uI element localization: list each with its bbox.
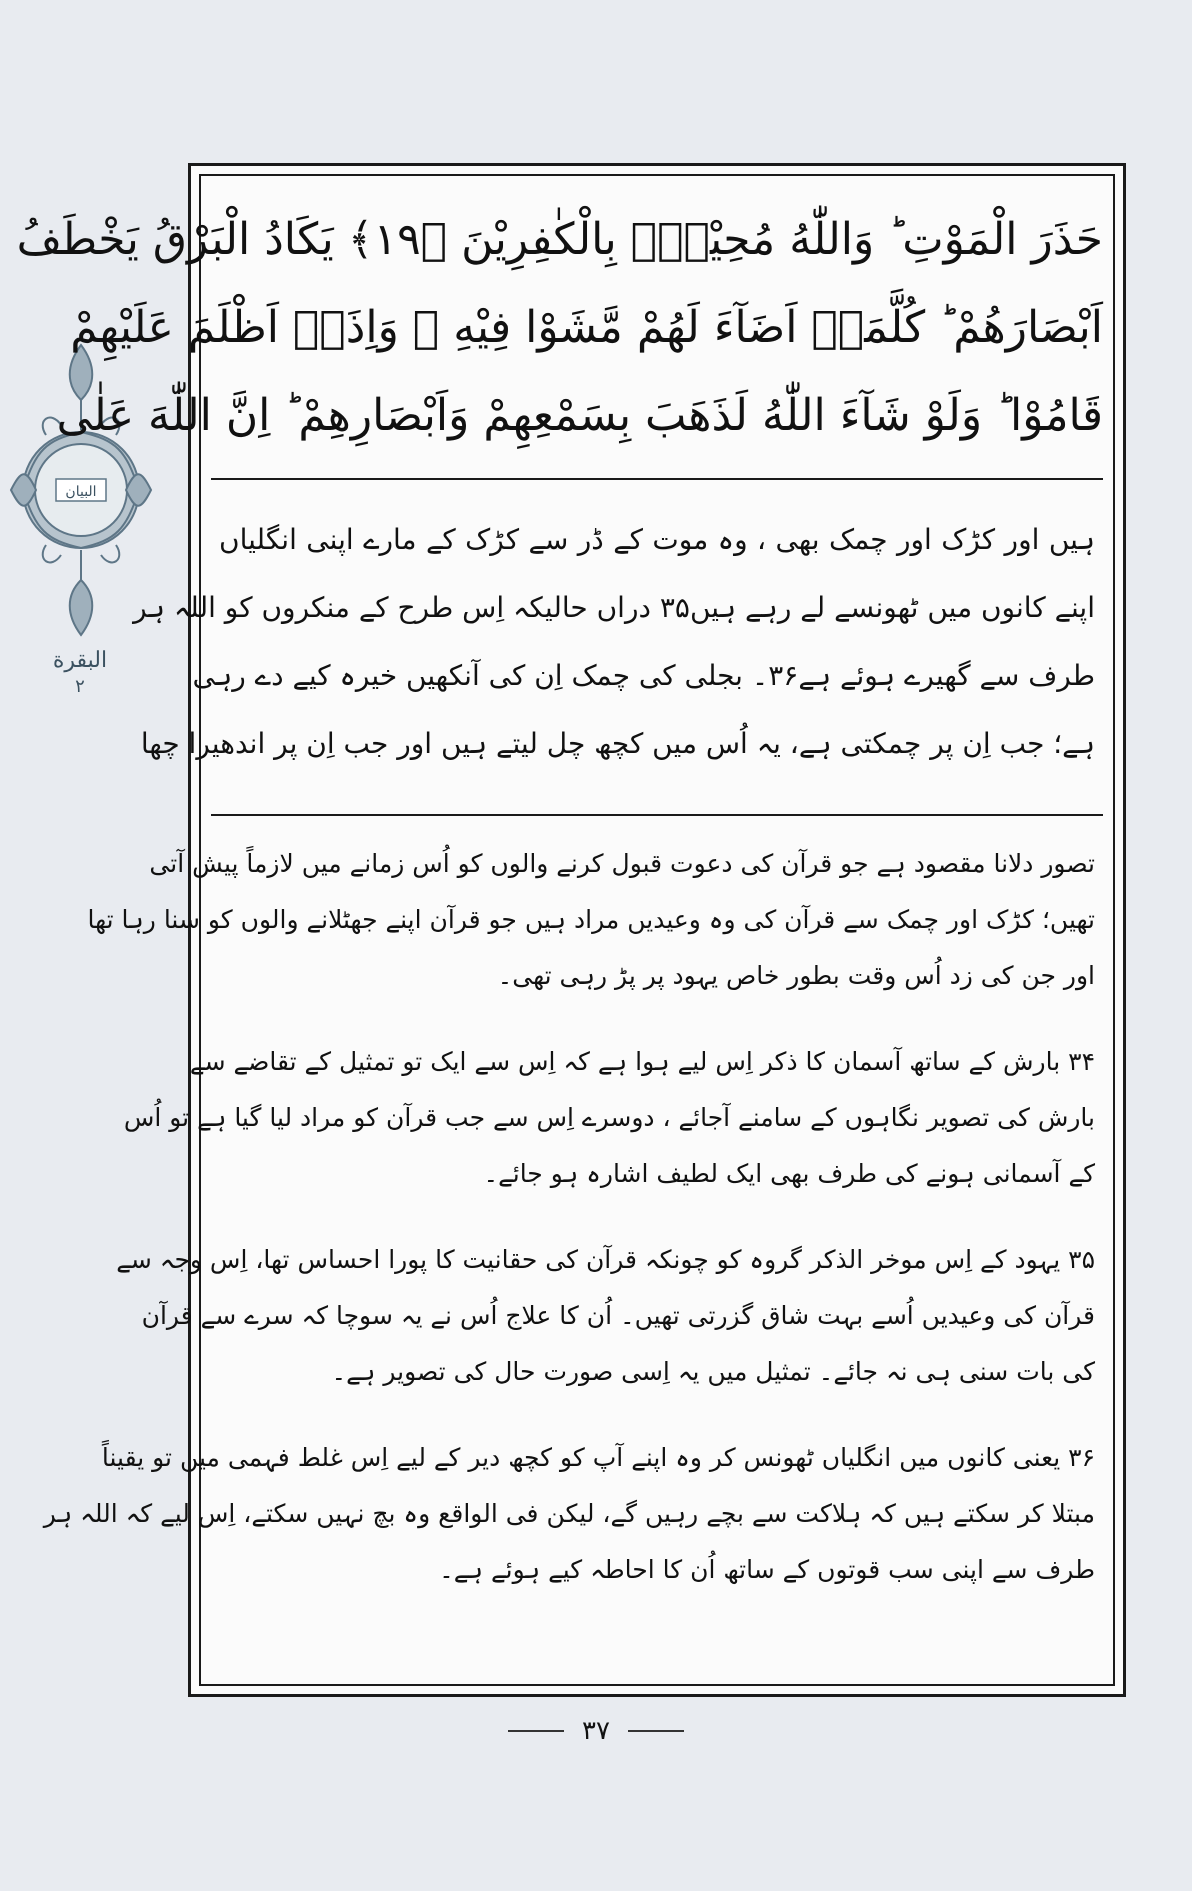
note-line: تصور دلانا مقصود ہے جو قرآن کی دعوت قبول کرنے والوں کو اُس زمانے میں لازماً پیش آتی: [149, 849, 1095, 878]
note-line: مبتلا کر سکتے ہیں کہ ہلاکت سے بچے رہیں گے، لیکن فی الواقع وہ بچ نہیں سکتے، اِس لیے کہ اللہ ہر: [43, 1499, 1095, 1528]
note-paragraph: [43, 1430, 1095, 1598]
surah-number: ۲: [75, 676, 85, 697]
footer-dash: [508, 1730, 564, 1732]
section-divider: [211, 478, 1103, 480]
verse-line: قَامُوْا ؕ وَلَوْ شَآءَ اللّٰهُ لَذَهَبَ بِسَمْعِهِمْ وَاَبْصَارِهِمْ ؕ اِنَّ اللّٰهَ عَلٰى: [56, 390, 1103, 441]
note-line: کی بات سنی ہی نہ جائے۔ تمثیل میں یہ اِسی صورت حال کی تصویر ہے۔: [331, 1357, 1095, 1386]
note-line: کے آسمانی ہونے کی طرف بھی ایک لطیف اشارہ ہو جائے۔: [483, 1159, 1095, 1188]
note-line: ۳۵ یہود کے اِس موخر الذکر گروہ کو چونکہ قرآن کی حقانیت کا پورا احساس تھا، اِس وجہ سے: [116, 1245, 1095, 1274]
note-line: ۳۶ یعنی کانوں میں انگلیاں ٹھونس کر وہ اپنے آپ کو کچھ دیر کے لیے اِس غلط فہمی میں تو یقیناً: [101, 1443, 1095, 1472]
surah-name: البقرة: [52, 648, 108, 673]
note-line: بارش کی تصویر نگاہوں کے سامنے آجائے ، دوسرے اِس سے جب قرآن کو مراد لیا گیا ہے تو اُس: [123, 1103, 1095, 1132]
note-paragraph: [123, 1034, 1095, 1202]
emblem-text: البیان: [65, 484, 97, 500]
footer-dash: [628, 1730, 684, 1732]
translation-block: [133, 506, 1095, 778]
surah-label: [30, 648, 130, 700]
page-footer: [0, 1716, 1192, 1746]
note-paragraph: [116, 1232, 1095, 1400]
translation-line: ہے؛ جب اِن پر چمکتی ہے، یہ اُس میں کچھ چل لیتے ہیں اور جب اِن پر اندھیرا چھا: [140, 727, 1095, 760]
commentary-notes: [43, 836, 1095, 1628]
page-number: ۳۷: [582, 1716, 610, 1746]
note-line: تھیں؛ کڑک اور چمک سے قرآن کی وہ وعیدیں مراد ہیں جو قرآن اپنے جھٹلانے والوں کو سنا رہا تھا: [87, 905, 1095, 934]
section-divider: [211, 814, 1103, 816]
quran-verses: [16, 196, 1103, 486]
verse-line: حَذَرَ الْمَوْتِ ؕ وَاللّٰهُ مُحِيْطٌۢ بِالْكٰفِرِيْنَ ﴿۱۹﴾ يَكَادُ الْبَرْقُ يَخْطَفُ: [16, 214, 1103, 265]
note-line: ۳۴ بارش کے ساتھ آسمان کا ذکر اِس لیے ہوا ہے کہ اِس سے ایک تو تمثیل کے تقاضے سے: [189, 1047, 1095, 1076]
translation-line: اپنے کانوں میں ٹھونسے لے رہے ہیں۳۵ دراں حالیکہ اِس طرح کے منکروں کو اللہ ہر: [133, 591, 1095, 624]
verse-line: اَبْصَارَهُمْ ؕ كُلَّمَاۤ اَضَآءَ لَهُمْ مَّشَوْا فِيْهِ ۙ وَاِذَاۤ اَظْلَمَ عَلَيْهِمْ: [70, 302, 1103, 353]
note-line: قرآن کی وعیدیں اُسے بہت شاق گزرتی تھیں۔ اُن کا علاج اُس نے یہ سوچا کہ سرے سے قرآن: [141, 1301, 1095, 1330]
note-paragraph: [87, 836, 1095, 1004]
note-line: اور جن کی زد اُس وقت بطور خاص یہود پر پڑ رہی تھی۔: [497, 961, 1095, 990]
note-line: طرف سے اپنی سب قوتوں کے ساتھ اُن کا احاطہ کیے ہوئے ہے۔: [439, 1555, 1095, 1584]
translation-line: طرف سے گھیرے ہوئے ہے۳۶۔ بجلی کی چمک اِن کی آنکھیں خیرہ کیے دے رہی: [192, 659, 1095, 692]
translation-line: ہیں اور کڑک اور چمک بھی ، وہ موت کے ڈر سے کڑک کے مارے اپنی انگلیاں: [219, 523, 1095, 556]
